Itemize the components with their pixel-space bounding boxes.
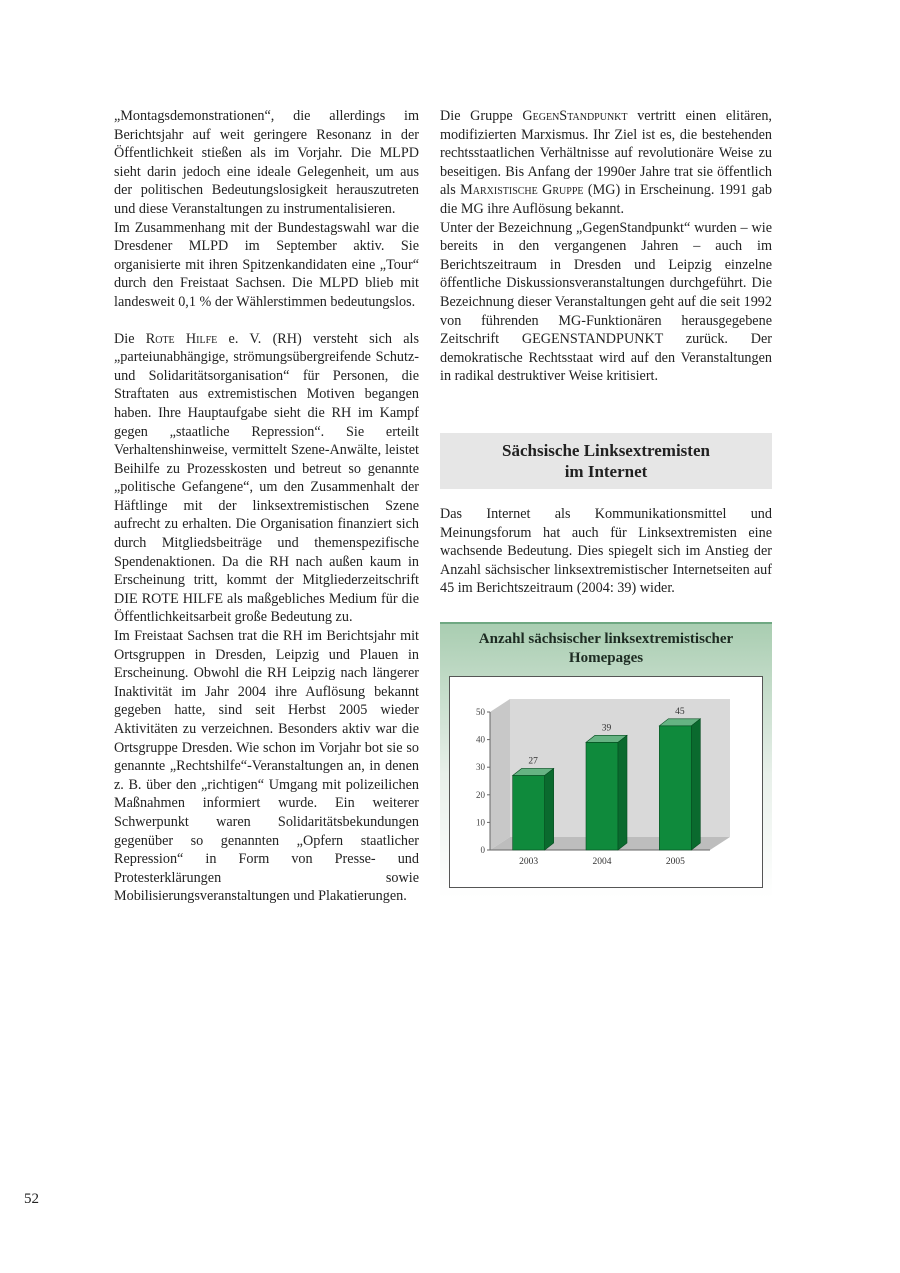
gs-text-c: (MG) in Erscheinung. 1991 gab die MG ihre Auflösung bekannt.: [440, 182, 772, 217]
bar-chart: [450, 677, 762, 887]
left-column: [114, 107, 419, 906]
section-heading-line2: im Internet: [564, 462, 648, 481]
y-tick-label: 10: [476, 817, 485, 828]
section-heading-line1: Sächsische Linksextremisten: [502, 441, 710, 460]
paragraph-gegenstandpunkt-1: [440, 107, 772, 219]
chart-title-line2: Homepages: [568, 650, 644, 666]
chart-side-wall: [490, 699, 510, 850]
chart-panel: [449, 676, 763, 888]
bar-side: [618, 735, 627, 850]
x-tick-label: 2004: [592, 857, 612, 867]
gs-name: GegenStandpunkt: [522, 108, 628, 124]
y-tick-label: 50: [476, 707, 485, 717]
gs-text-a: Die Gruppe: [440, 108, 523, 124]
bar: [513, 775, 545, 850]
paragraph-rote-hilfe: [114, 330, 419, 628]
rote-hilfe-text: e. V. (RH) versteht sich als „parteiunabhängige, strömungsübergreifende Schutz- und Solidaritätsorganisation“ für Personen, die Straftaten aus extremistischen Motiven begangen haben. Ihre Hauptaufgabe sieht die RH im Kampf gegen „staatliche Repression“. Sie erteilt Verhaltenshinweise, vermittelt Szene-Anwälte, leistet Beihilfe zu Prozesskosten und betreut so genannte „politische Gefangene“, um den Zusammenhalt der Häftlinge mit der linksextremistischen Szene aufrecht zu erhalten. Die Organisation finanziert sich durch Mitgliedsbeiträge und themenspezifische Spendenaktionen. Da die RH nach außen kaum in Erscheinung tritt, kommt der Mitgliederzeitschrift DIE ROTE HILFE als maßgebliches Medium für die Öffentlichkeitsarbeit große Bedeutung zu.: [114, 330, 419, 626]
gs-text-b: vertritt einen elitären, modifizierten Marxismus. Ihr Ziel ist es, die bestehenden rechtsstaatlichen Verhältnisse auf revolutionäre Weise zu beseitigen. Bis Anfang der 1990er Jahre trat sie öffentlich als: [440, 108, 772, 199]
data-label: 39: [601, 723, 612, 734]
x-tick-label: 2005: [665, 857, 685, 867]
y-tick-label: 30: [476, 762, 485, 773]
rote-hilfe-prefix: Die: [114, 330, 146, 347]
x-tick-label: 2003: [519, 857, 539, 867]
right-column: [440, 107, 772, 386]
y-tick-label: 0: [480, 845, 485, 855]
y-tick-label: 40: [476, 734, 485, 745]
bar-side: [691, 719, 700, 850]
bar-side: [545, 768, 554, 850]
paragraph-rh-sachsen: Im Freistaat Sachsen trat die RH im Berichtsjahr mit Ortsgruppen in Dresden, Leipzig und Plauen in Erscheinung. Obwohl die RH Leipzig nach längerer Inaktivität im Jahr 2004 ihre Auflösung bekannt gegeben hatte, sind seit Herbst 2005 wieder Aktivitäten zu verzeichnen. Besonders aktiv war die Ortsgruppe Dresden. Wie schon im Vorjahr bot sie so genannte „Rechtshilfe“-Veranstaltungen an, in denen z. B. über den „richtigen“ Umgang mit polizeilichen Maßnahmen informiert wurde. Ein weiterer Schwerpunkt waren Solidaritätsbekundungen gegenüber so genannten „Opfern staatlicher Repression“ in Form von Presse- und Protesterklärungen sowie Mobilisierungsveranstaltungen und Plakatierungen.: [114, 628, 419, 905]
data-label: 27: [528, 756, 538, 767]
paragraph-mlpd-1: „Montagsdemonstrationen“, die allerdings im Berichtsjahr auf weit geringere Resonanz in der Öffentlichkeit stießen als im Vorjahr. Die MLPD sieht darin jedoch eine ideale Gelegenheit, um aus der politischen Bedeutungslosigkeit herauszutreten und diese Veranstaltungen zu instrumentalisieren.: [114, 108, 419, 217]
rote-hilfe-name: Rote Hilfe: [145, 330, 218, 347]
chart-title: [440, 630, 772, 668]
mg-name: Marxistische Gruppe: [460, 182, 584, 199]
paragraph-mlpd-2: Im Zusammenhang mit der Bundestagswahl war die Dresdener MLPD im September aktiv. Sie organisierte mit ihren Spitzenkandidaten eine „Tour“ durch den Freistaat Sachsen. Die MLPD blieb mit landesweit 0,1 % der Wählerstimmen bedeutungslos.: [114, 219, 419, 310]
y-tick-label: 20: [476, 789, 485, 800]
paragraph-internet: Das Internet als Kommunikationsmittel und Meinungsforum hat auch für Linksextremisten eine wachsende Bedeutung. Dies spiegelt sich im Anstieg der Anzahl sächsischer linksextremistischer Internetseiten auf 45 im Berichtszeitraum (2004: 39) wider.: [440, 506, 772, 597]
chart-title-line1: Anzahl sächsischer linksextremistischer: [478, 631, 734, 647]
page-number: 52: [24, 1191, 39, 1207]
bar: [586, 742, 618, 850]
paragraph-gegenstandpunkt-2: Unter der Bezeichnung „GegenStandpunkt“ wurden – wie bereits in den vergangenen Jahren – auch im Berichtszeitraum in Dresden und Leipzig einzelne öffentliche Diskussionsveranstaltungen durchgeführt. Die Bezeichnung dieser Veranstaltungen geht auf die seit 1992 von führenden MG-Funktionären herausgegebene Zeitschrift GEGENSTANDPUNKT zurück. Der demokratische Rechtsstaat wird auf den Veranstaltungen in radikal destruktiver Weise kritisiert.: [440, 219, 772, 385]
bar: [659, 726, 691, 850]
chart-box: [440, 622, 772, 898]
data-label: 45: [675, 706, 685, 717]
section-heading: [440, 433, 772, 489]
